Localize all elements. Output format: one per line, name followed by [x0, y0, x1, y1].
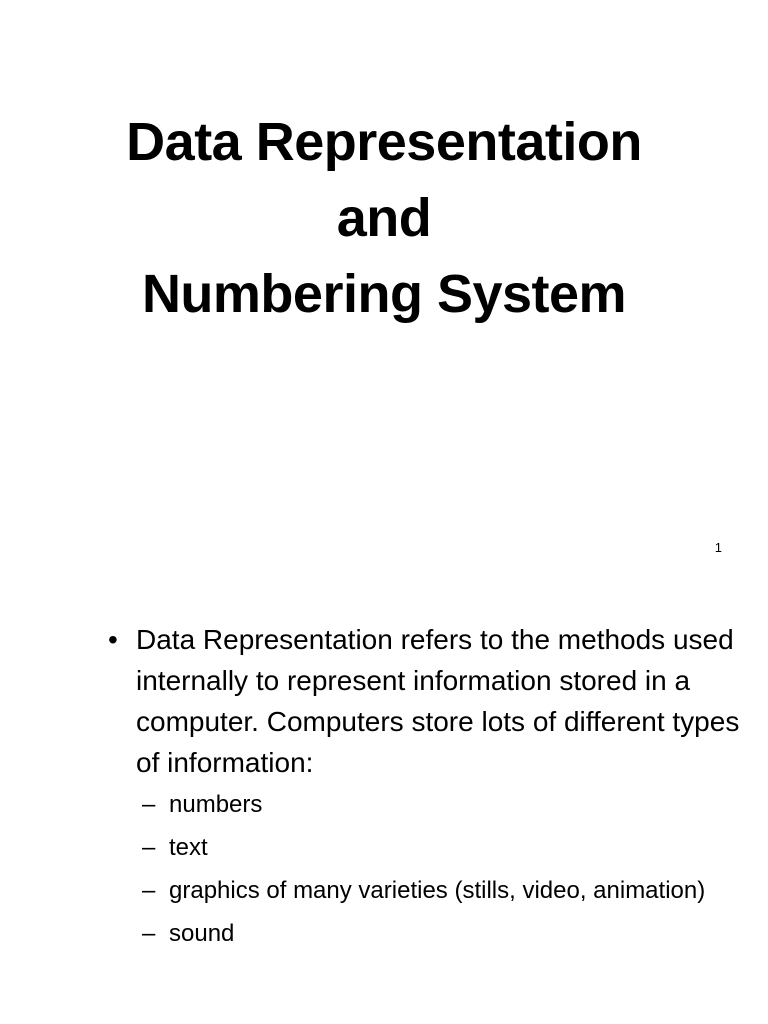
sub-item-numbers: [142, 787, 748, 822]
sub-item-text: numbers: [169, 791, 263, 818]
bullet-mark: •: [108, 624, 118, 655]
content-slide: [0, 576, 768, 1024]
bullet-item: [108, 619, 748, 783]
dash-mark: –: [142, 834, 156, 861]
dash-mark: –: [142, 920, 156, 947]
page-number: 1: [714, 540, 722, 555]
slide-content: [108, 619, 748, 959]
sub-item-sound: [142, 916, 748, 951]
dash-mark: –: [142, 791, 156, 818]
bullet-text: Data Representation refers to the methods used internally to represent information stored in a computer. Computers store lots of different types of information:: [136, 624, 740, 778]
sub-item-text: text: [169, 834, 208, 861]
title-line-3: Numbering System: [141, 264, 627, 324]
slide-title: [0, 104, 768, 332]
sub-item-graphics: [142, 873, 748, 908]
title-line-2: and: [336, 188, 432, 248]
dash-mark: –: [142, 877, 156, 904]
sub-item-text: graphics of many varieties (stills, video, animation): [169, 877, 706, 904]
title-line-1: Data Representation: [126, 112, 642, 172]
sub-item-text: [142, 830, 748, 865]
sub-list: [142, 787, 748, 951]
sub-item-text: sound: [169, 920, 235, 947]
